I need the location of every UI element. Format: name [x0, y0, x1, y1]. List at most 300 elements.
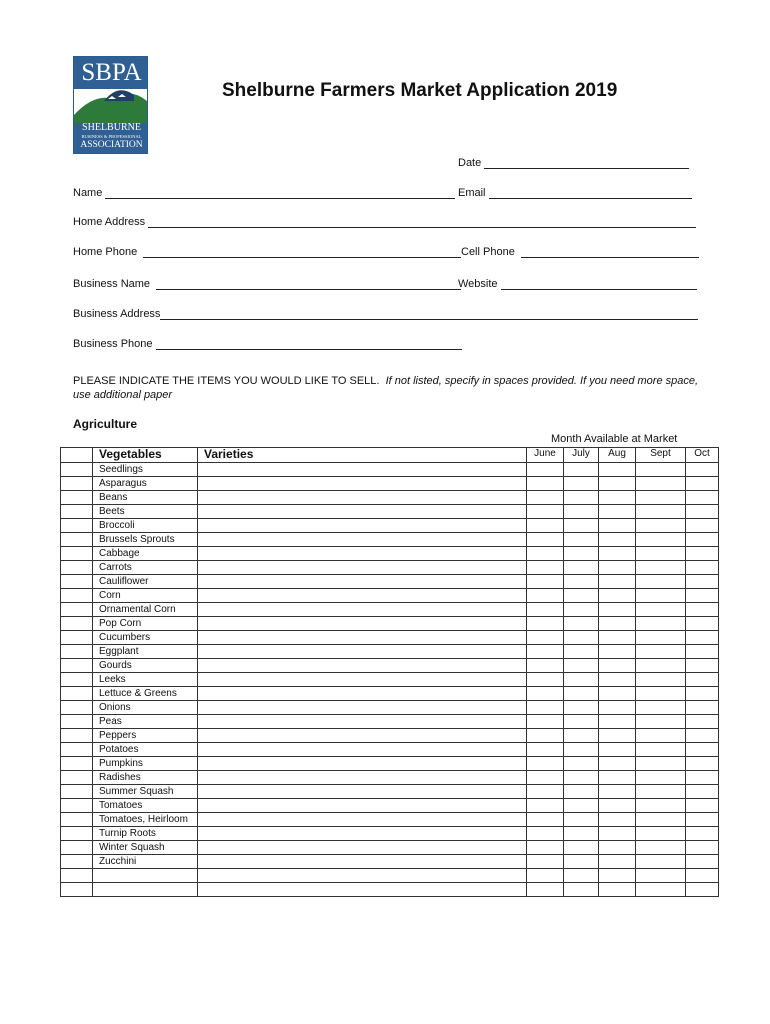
- vegetable-name: Lettuce & Greens: [93, 687, 198, 701]
- vegetable-name: Potatoes: [93, 743, 198, 757]
- name-line[interactable]: [105, 188, 455, 199]
- table-row: [61, 869, 719, 883]
- month-cell-june[interactable]: [527, 575, 564, 589]
- month-cell-june[interactable]: [527, 505, 564, 519]
- month-cell-july[interactable]: [564, 463, 599, 477]
- month-cell-july[interactable]: [564, 645, 599, 659]
- month-cell-oct[interactable]: [686, 799, 719, 813]
- vegetable-name: Cucumbers: [93, 631, 198, 645]
- business-name-field[interactable]: [73, 278, 461, 290]
- select-cell[interactable]: [61, 729, 93, 743]
- month-available-header: Month Available at Market: [551, 433, 678, 445]
- month-cell-june[interactable]: [527, 603, 564, 617]
- month-cell-july[interactable]: [564, 687, 599, 701]
- month-cell-july[interactable]: [564, 491, 599, 505]
- month-cell-july[interactable]: [564, 813, 599, 827]
- select-cell[interactable]: [61, 533, 93, 547]
- month-cell-sept[interactable]: [636, 547, 686, 561]
- month-cell-july[interactable]: [564, 505, 599, 519]
- business-address-field[interactable]: [73, 308, 698, 320]
- month-cell-sept[interactable]: [636, 463, 686, 477]
- varieties-cell[interactable]: [198, 589, 527, 603]
- month-cell-july[interactable]: [564, 547, 599, 561]
- month-cell-oct[interactable]: [686, 673, 719, 687]
- instructions: [73, 374, 703, 402]
- month-cell-july[interactable]: [564, 631, 599, 645]
- table-row: [61, 631, 719, 645]
- month-cell-june[interactable]: [527, 631, 564, 645]
- month-cell-july[interactable]: [564, 743, 599, 757]
- checkbox-column-header: [61, 448, 93, 463]
- month-cell-sept[interactable]: [636, 645, 686, 659]
- select-cell[interactable]: [61, 477, 93, 491]
- varieties-cell[interactable]: [198, 799, 527, 813]
- month-cell-aug[interactable]: [599, 575, 636, 589]
- month-cell-june[interactable]: [527, 757, 564, 771]
- month-cell-july[interactable]: [564, 477, 599, 491]
- month-cell-oct[interactable]: [686, 617, 719, 631]
- vegetable-name: Zucchini: [93, 855, 198, 869]
- month-cell-aug[interactable]: [599, 827, 636, 841]
- month-cell-sept[interactable]: [636, 743, 686, 757]
- month-cell-aug[interactable]: [599, 687, 636, 701]
- month-cell-oct[interactable]: [686, 785, 719, 799]
- vegetable-name: Turnip Roots: [93, 827, 198, 841]
- month-cell-june[interactable]: [527, 785, 564, 799]
- vegetable-name: Winter Squash: [93, 841, 198, 855]
- table-row: [61, 827, 719, 841]
- month-cell-aug[interactable]: [599, 659, 636, 673]
- date-field[interactable]: [458, 157, 689, 169]
- month-cell-sept[interactable]: [636, 687, 686, 701]
- month-cell-aug[interactable]: [599, 533, 636, 547]
- month-cell-aug[interactable]: [599, 673, 636, 687]
- month-cell-sept[interactable]: [636, 841, 686, 855]
- select-cell[interactable]: [61, 757, 93, 771]
- month-cell-sept[interactable]: [636, 589, 686, 603]
- table-row: [61, 757, 719, 771]
- business-address-line[interactable]: [160, 309, 698, 320]
- select-cell[interactable]: [61, 883, 93, 897]
- vegetable-name: Corn: [93, 589, 198, 603]
- month-cell-oct[interactable]: [686, 729, 719, 743]
- business-address-label: Business Address: [73, 308, 161, 320]
- month-cell-june[interactable]: [527, 463, 564, 477]
- vegetable-name: Beets: [93, 505, 198, 519]
- business-phone-field[interactable]: [73, 338, 462, 350]
- month-cell-aug[interactable]: [599, 799, 636, 813]
- table-row: [61, 729, 719, 743]
- month-cell-june[interactable]: [527, 687, 564, 701]
- table-row: [61, 645, 719, 659]
- varieties-cell[interactable]: [198, 659, 527, 673]
- select-cell[interactable]: [61, 715, 93, 729]
- varieties-cell[interactable]: [198, 575, 527, 589]
- month-cell-june[interactable]: [527, 855, 564, 869]
- table-body: [61, 463, 719, 897]
- month-cell-oct[interactable]: [686, 589, 719, 603]
- month-cell-aug[interactable]: [599, 519, 636, 533]
- month-cell-july[interactable]: [564, 855, 599, 869]
- month-cell-aug[interactable]: [599, 869, 636, 883]
- month-cell-aug[interactable]: [599, 729, 636, 743]
- date-label: Date: [458, 157, 482, 169]
- select-cell[interactable]: [61, 827, 93, 841]
- month-cell-sept[interactable]: [636, 813, 686, 827]
- table-row: [61, 603, 719, 617]
- month-cell-aug[interactable]: [599, 547, 636, 561]
- month-cell-oct[interactable]: [686, 883, 719, 897]
- month-cell-oct[interactable]: [686, 743, 719, 757]
- vegetable-name: Ornamental Corn: [93, 603, 198, 617]
- month-cell-oct[interactable]: [686, 757, 719, 771]
- varieties-cell[interactable]: [198, 827, 527, 841]
- varieties-cell[interactable]: [198, 729, 527, 743]
- table-row: [61, 715, 719, 729]
- varieties-cell[interactable]: [198, 869, 527, 883]
- varieties-cell[interactable]: [198, 463, 527, 477]
- vegetable-name: Gourds: [93, 659, 198, 673]
- month-cell-june[interactable]: [527, 813, 564, 827]
- month-cell-sept[interactable]: [636, 477, 686, 491]
- vegetables-column-header: Vegetables: [93, 448, 198, 463]
- month-cell-june[interactable]: [527, 743, 564, 757]
- month-cell-aug[interactable]: [599, 883, 636, 897]
- instructions-main: PLEASE INDICATE THE ITEMS YOU WOULD LIKE TO SELL.: [73, 375, 380, 387]
- varieties-cell[interactable]: [198, 519, 527, 533]
- month-cell-oct[interactable]: [686, 771, 719, 785]
- month-cell-july[interactable]: [564, 785, 599, 799]
- varieties-cell[interactable]: [198, 645, 527, 659]
- home-phone-label: Home Phone: [73, 246, 138, 258]
- varieties-cell[interactable]: [198, 813, 527, 827]
- vegetable-name: Pumpkins: [93, 757, 198, 771]
- month-cell-sept[interactable]: [636, 673, 686, 687]
- month-cell-sept[interactable]: [636, 757, 686, 771]
- logo-name: SHELBURNE: [82, 122, 141, 133]
- month-cell-june[interactable]: [527, 771, 564, 785]
- select-cell[interactable]: [61, 841, 93, 855]
- month-cell-oct[interactable]: [686, 463, 719, 477]
- month-cell-oct[interactable]: [686, 547, 719, 561]
- month-cell-july[interactable]: [564, 603, 599, 617]
- month-cell-july[interactable]: [564, 589, 599, 603]
- name-field[interactable]: [73, 187, 455, 199]
- select-cell[interactable]: [61, 701, 93, 715]
- month-cell-july[interactable]: [564, 715, 599, 729]
- month-cell-aug[interactable]: [599, 589, 636, 603]
- select-cell[interactable]: [61, 785, 93, 799]
- month-cell-june[interactable]: [527, 799, 564, 813]
- month-cell-june[interactable]: [527, 589, 564, 603]
- table-row: [61, 617, 719, 631]
- month-cell-june[interactable]: [527, 715, 564, 729]
- home-address-line[interactable]: [148, 217, 696, 228]
- month-cell-sept[interactable]: [636, 533, 686, 547]
- month-cell-july[interactable]: [564, 575, 599, 589]
- cell-phone-field[interactable]: [461, 246, 699, 258]
- email-label: Email: [458, 187, 486, 199]
- month-cell-sept[interactable]: [636, 785, 686, 799]
- month-cell-sept[interactable]: [636, 659, 686, 673]
- business-name-label: Business Name: [73, 278, 151, 290]
- select-cell[interactable]: [61, 743, 93, 757]
- month-cell-oct[interactable]: [686, 575, 719, 589]
- select-cell[interactable]: [61, 519, 93, 533]
- month-cell-sept[interactable]: [636, 505, 686, 519]
- month-cell-july[interactable]: [564, 519, 599, 533]
- month-cell-sept[interactable]: [636, 491, 686, 505]
- month-cell-july[interactable]: [564, 673, 599, 687]
- logo-association: ASSOCIATION: [80, 140, 143, 150]
- month-cell-june[interactable]: [527, 729, 564, 743]
- month-cell-sept[interactable]: [636, 519, 686, 533]
- website-field[interactable]: [458, 278, 697, 290]
- month-cell-july[interactable]: [564, 869, 599, 883]
- month-cell-sept[interactable]: [636, 617, 686, 631]
- month-cell-sept[interactable]: [636, 575, 686, 589]
- home-address-field[interactable]: [73, 216, 696, 228]
- select-cell[interactable]: [61, 575, 93, 589]
- varieties-cell[interactable]: [198, 715, 527, 729]
- month-cell-oct[interactable]: [686, 827, 719, 841]
- select-cell[interactable]: [61, 491, 93, 505]
- month-cell-aug[interactable]: [599, 617, 636, 631]
- month-cell-july[interactable]: [564, 729, 599, 743]
- month-cell-sept[interactable]: [636, 701, 686, 715]
- month-cell-july[interactable]: [564, 883, 599, 897]
- select-cell[interactable]: [61, 505, 93, 519]
- varieties-cell[interactable]: [198, 855, 527, 869]
- business-phone-line[interactable]: [156, 339, 462, 350]
- table-row: [61, 659, 719, 673]
- month-cell-aug[interactable]: [599, 785, 636, 799]
- month-cell-oct[interactable]: [686, 701, 719, 715]
- month-cell-oct[interactable]: [686, 855, 719, 869]
- month-cell-sept[interactable]: [636, 855, 686, 869]
- month-cell-sept[interactable]: [636, 631, 686, 645]
- month-cell-june[interactable]: [527, 561, 564, 575]
- month-cell-sept[interactable]: [636, 729, 686, 743]
- month-cell-sept[interactable]: [636, 799, 686, 813]
- month-cell-july[interactable]: [564, 841, 599, 855]
- varieties-cell[interactable]: [198, 477, 527, 491]
- table-row: [61, 463, 719, 477]
- select-cell[interactable]: [61, 869, 93, 883]
- month-cell-june[interactable]: [527, 701, 564, 715]
- varieties-cell[interactable]: [198, 687, 527, 701]
- month-cell-july[interactable]: [564, 757, 599, 771]
- varieties-cell[interactable]: [198, 617, 527, 631]
- month-cell-july[interactable]: [564, 561, 599, 575]
- month-cell-oct[interactable]: [686, 491, 719, 505]
- month-cell-oct[interactable]: [686, 519, 719, 533]
- month-header-oct: Oct: [686, 448, 719, 463]
- varieties-cell[interactable]: [198, 603, 527, 617]
- varieties-cell[interactable]: [198, 547, 527, 561]
- varieties-cell[interactable]: [198, 673, 527, 687]
- vegetable-name: Broccoli: [93, 519, 198, 533]
- vegetable-name: [93, 869, 198, 883]
- month-cell-oct[interactable]: [686, 869, 719, 883]
- month-cell-sept[interactable]: [636, 869, 686, 883]
- month-cell-july[interactable]: [564, 617, 599, 631]
- month-cell-june[interactable]: [527, 659, 564, 673]
- logo-abbr: SBPA: [81, 59, 142, 86]
- table-row: [61, 575, 719, 589]
- month-cell-oct[interactable]: [686, 603, 719, 617]
- varieties-cell[interactable]: [198, 491, 527, 505]
- month-cell-oct[interactable]: [686, 813, 719, 827]
- month-cell-aug[interactable]: [599, 631, 636, 645]
- month-cell-july[interactable]: [564, 799, 599, 813]
- month-cell-june[interactable]: [527, 477, 564, 491]
- table-row: [61, 547, 719, 561]
- varieties-cell[interactable]: [198, 561, 527, 575]
- select-cell[interactable]: [61, 645, 93, 659]
- varieties-cell[interactable]: [198, 743, 527, 757]
- month-cell-oct[interactable]: [686, 659, 719, 673]
- month-cell-aug[interactable]: [599, 477, 636, 491]
- select-cell[interactable]: [61, 589, 93, 603]
- month-cell-june[interactable]: [527, 645, 564, 659]
- select-cell[interactable]: [61, 673, 93, 687]
- select-cell[interactable]: [61, 659, 93, 673]
- month-cell-aug[interactable]: [599, 701, 636, 715]
- table-row: [61, 855, 719, 869]
- home-phone-field[interactable]: [73, 246, 461, 258]
- select-cell[interactable]: [61, 687, 93, 701]
- varieties-cell[interactable]: [198, 757, 527, 771]
- website-line[interactable]: [501, 279, 697, 290]
- month-cell-june[interactable]: [527, 673, 564, 687]
- table-row: [61, 883, 719, 897]
- month-cell-july[interactable]: [564, 701, 599, 715]
- business-name-line[interactable]: [156, 279, 461, 290]
- varieties-cell[interactable]: [198, 505, 527, 519]
- month-cell-july[interactable]: [564, 827, 599, 841]
- select-cell[interactable]: [61, 799, 93, 813]
- month-cell-june[interactable]: [527, 617, 564, 631]
- month-cell-sept[interactable]: [636, 883, 686, 897]
- varieties-cell[interactable]: [198, 841, 527, 855]
- select-cell[interactable]: [61, 631, 93, 645]
- vegetable-name: Summer Squash: [93, 785, 198, 799]
- varieties-cell[interactable]: [198, 785, 527, 799]
- month-cell-oct[interactable]: [686, 687, 719, 701]
- select-cell[interactable]: [61, 603, 93, 617]
- month-cell-aug[interactable]: [599, 743, 636, 757]
- month-cell-june[interactable]: [527, 491, 564, 505]
- month-cell-oct[interactable]: [686, 533, 719, 547]
- varieties-cell[interactable]: [198, 533, 527, 547]
- month-cell-sept[interactable]: [636, 715, 686, 729]
- month-cell-aug[interactable]: [599, 771, 636, 785]
- month-cell-aug[interactable]: [599, 505, 636, 519]
- month-cell-aug[interactable]: [599, 841, 636, 855]
- table-row: [61, 813, 719, 827]
- home-phone-line[interactable]: [143, 247, 461, 258]
- vegetable-name: Peas: [93, 715, 198, 729]
- email-field[interactable]: [458, 187, 692, 199]
- month-cell-aug[interactable]: [599, 603, 636, 617]
- month-cell-june[interactable]: [527, 547, 564, 561]
- vegetable-name: Leeks: [93, 673, 198, 687]
- select-cell[interactable]: [61, 561, 93, 575]
- select-cell[interactable]: [61, 547, 93, 561]
- month-cell-aug[interactable]: [599, 813, 636, 827]
- sbpa-logo: [73, 56, 148, 154]
- cell-phone-line[interactable]: [521, 247, 699, 258]
- table-row: [61, 505, 719, 519]
- month-cell-aug[interactable]: [599, 855, 636, 869]
- month-cell-june[interactable]: [527, 841, 564, 855]
- select-cell[interactable]: [61, 463, 93, 477]
- month-cell-aug[interactable]: [599, 715, 636, 729]
- month-cell-aug[interactable]: [599, 491, 636, 505]
- select-cell[interactable]: [61, 771, 93, 785]
- varieties-cell[interactable]: [198, 701, 527, 715]
- month-cell-oct[interactable]: [686, 631, 719, 645]
- month-cell-sept[interactable]: [636, 771, 686, 785]
- month-cell-july[interactable]: [564, 659, 599, 673]
- varieties-cell[interactable]: [198, 631, 527, 645]
- vegetable-name: Tomatoes, Heirloom: [93, 813, 198, 827]
- month-cell-oct[interactable]: [686, 477, 719, 491]
- table-row: [61, 799, 719, 813]
- page-title: Shelburne Farmers Market Application 2019: [222, 80, 618, 101]
- month-cell-june[interactable]: [527, 869, 564, 883]
- month-cell-oct[interactable]: [686, 561, 719, 575]
- vegetable-name: Radishes: [93, 771, 198, 785]
- month-cell-sept[interactable]: [636, 603, 686, 617]
- vegetable-name: Seedlings: [93, 463, 198, 477]
- month-cell-july[interactable]: [564, 533, 599, 547]
- month-cell-july[interactable]: [564, 771, 599, 785]
- table-row: [61, 771, 719, 785]
- month-cell-oct[interactable]: [686, 841, 719, 855]
- select-cell[interactable]: [61, 855, 93, 869]
- date-line[interactable]: [484, 158, 689, 169]
- month-header-june: June: [527, 448, 564, 463]
- varieties-cell[interactable]: [198, 771, 527, 785]
- varieties-column-header: Varieties: [198, 448, 527, 463]
- select-cell[interactable]: [61, 617, 93, 631]
- month-cell-aug[interactable]: [599, 645, 636, 659]
- email-line[interactable]: [489, 188, 692, 199]
- month-cell-sept[interactable]: [636, 827, 686, 841]
- month-cell-june[interactable]: [527, 519, 564, 533]
- month-header-july: July: [564, 448, 599, 463]
- month-cell-june[interactable]: [527, 827, 564, 841]
- table-row: [61, 477, 719, 491]
- month-cell-june[interactable]: [527, 883, 564, 897]
- month-cell-aug[interactable]: [599, 757, 636, 771]
- cell-phone-label: Cell Phone: [461, 246, 515, 258]
- month-cell-oct[interactable]: [686, 645, 719, 659]
- business-phone-label: Business Phone: [73, 338, 153, 350]
- table-row: [61, 561, 719, 575]
- table-row: [61, 743, 719, 757]
- month-cell-aug[interactable]: [599, 463, 636, 477]
- month-cell-oct[interactable]: [686, 715, 719, 729]
- month-cell-aug[interactable]: [599, 561, 636, 575]
- varieties-cell[interactable]: [198, 883, 527, 897]
- month-cell-oct[interactable]: [686, 505, 719, 519]
- select-cell[interactable]: [61, 813, 93, 827]
- month-cell-june[interactable]: [527, 533, 564, 547]
- month-cell-sept[interactable]: [636, 561, 686, 575]
